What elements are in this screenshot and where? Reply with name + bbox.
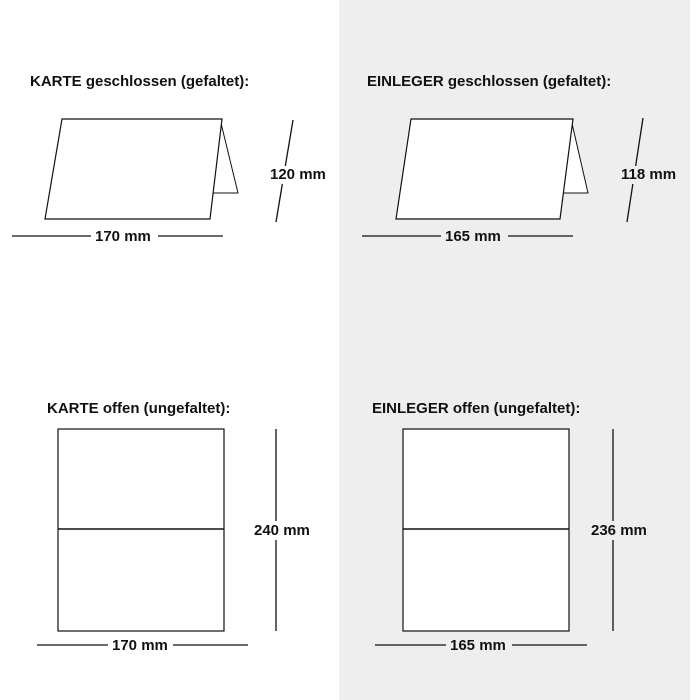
karte-closed-front-face (45, 119, 222, 219)
einleger-open-height-label: 236 mm (587, 522, 651, 540)
karte-closed-height-label: 120 mm (266, 166, 330, 184)
karte-closed-card (45, 119, 238, 219)
einleger-closed-height-label: 118 mm (617, 166, 680, 184)
karte-open-title: KARTE offen (ungefaltet): (47, 400, 231, 417)
einleger-open-title: EINLEGER offen (ungefaltet): (372, 400, 581, 417)
einleger-closed-front-face (396, 119, 573, 219)
karte-open-card (58, 429, 224, 631)
karte-open-width-label: 170 mm (108, 637, 172, 655)
einleger-open-card (403, 429, 569, 631)
karte-closed-title: KARTE geschlossen (gefaltet): (30, 73, 250, 90)
einleger-open-width-label: 165 mm (446, 637, 510, 655)
karte-open-height-label: 240 mm (250, 522, 314, 540)
einleger-closed-card (396, 119, 588, 219)
karte-closed-width-label: 170 mm (91, 228, 155, 246)
einleger-closed-width-label: 165 mm (441, 228, 505, 246)
einleger-closed-title: EINLEGER geschlossen (gefaltet): (367, 73, 612, 90)
